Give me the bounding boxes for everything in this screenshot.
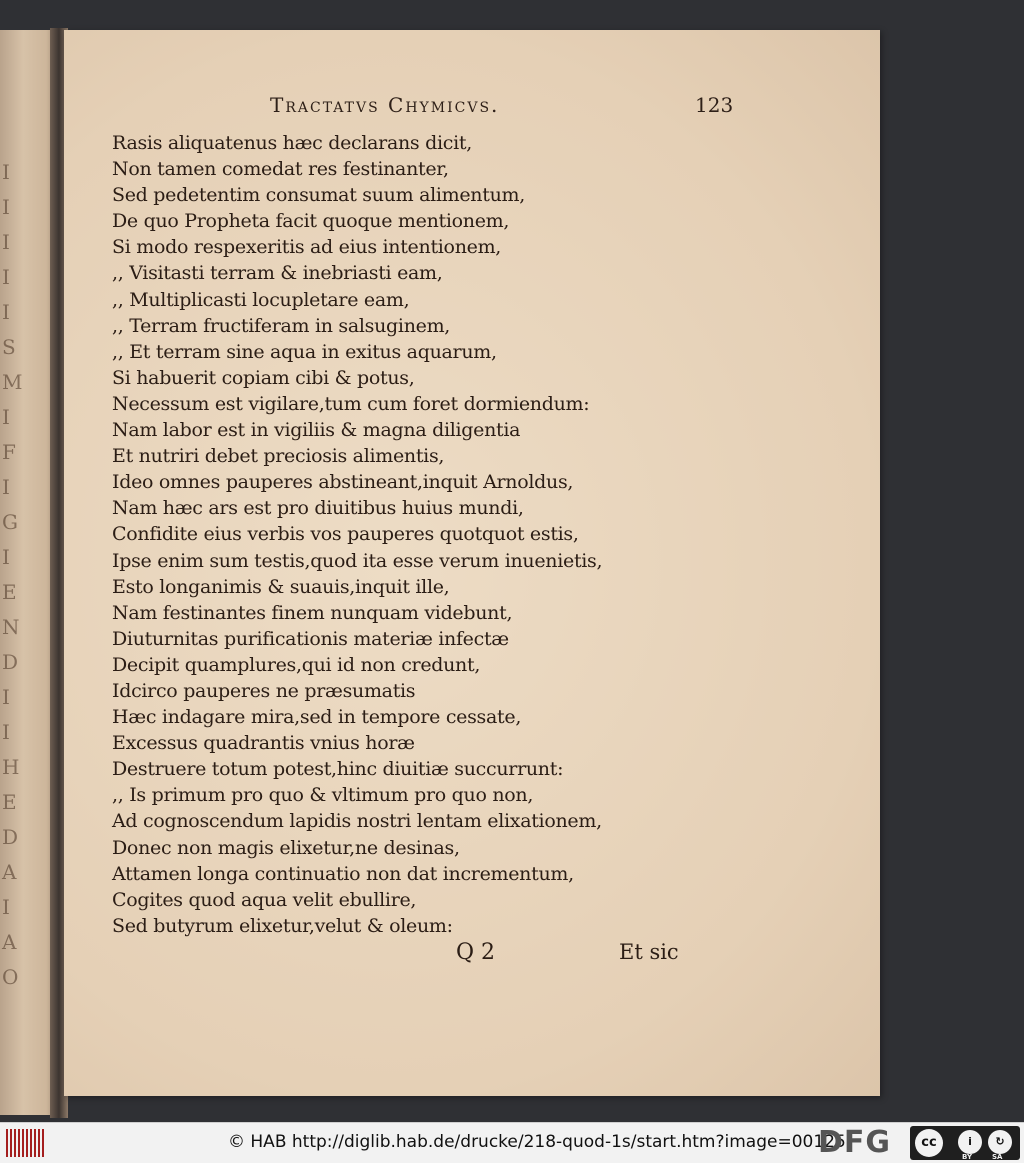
share-alike-icon: ↻ (988, 1130, 1012, 1154)
facing-page-glyph: I (2, 545, 10, 569)
text-line: Necessum est vigilare,tum cum foret dormiendum: (112, 392, 590, 415)
text-line: Ipse enim sum testis,quod ita esse verum inuenietis, (112, 549, 603, 572)
text-line: Decipit quamplures,qui id non credunt, (112, 653, 481, 676)
attribution-icon: i (958, 1130, 982, 1154)
facing-page-glyph: I (2, 720, 10, 744)
signature-mark: Q 2 (456, 940, 496, 965)
text-line: Nam labor est in vigiliis & magna diligentia (112, 419, 521, 442)
facing-page-glyph: M (2, 370, 23, 394)
facing-page-glyph: I (2, 265, 10, 289)
facing-page-glyph: E (2, 580, 17, 604)
facing-page-glyph: I (2, 685, 10, 709)
text-line: ,, Et terram sine aqua in exitus aquarum, (112, 340, 497, 363)
hab-barcode-icon (6, 1129, 44, 1157)
footer-bar (0, 1122, 1024, 1163)
facing-page-glyph: I (2, 195, 10, 219)
facing-page-glyph: G (2, 510, 18, 534)
cc-license-badge[interactable] (910, 1126, 1020, 1160)
facing-page-glyph: I (2, 895, 10, 919)
text-line: Excessus quadrantis vnius horæ (112, 732, 415, 755)
facing-page-glyph: E (2, 790, 17, 814)
facing-page-glyph: H (2, 755, 20, 779)
dfg-logo: DFG (818, 1125, 892, 1160)
text-line: Rasis aliquatenus hæc declarans dicit, (112, 132, 472, 154)
facing-page-glyph: O (2, 965, 19, 989)
text-line: Ideo omnes pauperes abstineant,inquit Arnoldus, (112, 471, 574, 494)
text-line: ,, Is primum pro quo & vltimum pro quo non, (112, 784, 534, 807)
text-line: Si modo respexeritis ad eius intentionem, (112, 236, 502, 259)
facing-page-glyph: F (2, 440, 16, 464)
text-line: ,, Visitasti terram & inebriasti eam, (112, 262, 443, 285)
text-line: Si habuerit copiam cibi & potus, (112, 366, 415, 389)
facing-page-glyph: I (2, 405, 10, 429)
text-line: Destruere totum potest,hinc diuitiæ succurrunt: (112, 758, 564, 781)
text-line: Esto longanimis & suauis,inquit ille, (112, 575, 450, 598)
page-footer (456, 940, 786, 970)
text-line: Sed butyrum elixetur,velut & oleum: (112, 914, 453, 937)
text-line: Sed pedetentim consumat suum alimentum, (112, 184, 525, 207)
text-line: Cogites quod aqua velit ebullire, (112, 888, 417, 911)
text-line: Diuturnitas purificationis materiæ infectæ (112, 627, 509, 650)
page-number: 123 (695, 93, 734, 117)
sa-label: SA (992, 1153, 1003, 1161)
text-line: Idcirco pauperes ne præsumatis (112, 679, 416, 702)
cc-icon: cc (915, 1129, 943, 1157)
text-line: Attamen longa continuatio non dat incrementum, (112, 862, 574, 885)
facing-page-glyph: I (2, 300, 10, 324)
text-line: Non tamen comedat res festinanter, (112, 158, 449, 181)
facing-page-glyph: N (2, 615, 20, 639)
text-line: Donec non magis elixetur,ne desinas, (112, 836, 460, 859)
catchword: Et sic (619, 940, 679, 964)
page-header (270, 93, 890, 123)
facing-page-glyph: I (2, 475, 10, 499)
facing-page-fragments (2, 160, 22, 989)
text-line: Confidite eius verbis vos pauperes quotquot estis, (112, 523, 579, 546)
text-line: ,, Terram fructiferam in salsuginem, (112, 314, 451, 337)
facing-page-glyph: A (2, 930, 17, 954)
text-line: De quo Propheta facit quoque mentionem, (112, 210, 510, 233)
facing-page-glyph: D (2, 650, 19, 674)
facing-page-glyph: S (2, 335, 16, 359)
facing-page-glyph: A (2, 860, 17, 884)
facing-page-glyph: D (2, 825, 19, 849)
facing-page-glyph: I (2, 230, 10, 254)
facing-page-glyph: I (2, 160, 10, 184)
text-line: Et nutriri debet preciosis alimentis, (112, 445, 445, 468)
text-line: Hæc indagare mira,sed in tempore cessate, (112, 706, 522, 729)
book-page (64, 30, 880, 1096)
copyright-link[interactable]: © HAB http://diglib.hab.de/drucke/218-quod-1s/start.htm?image=00125 (228, 1132, 846, 1152)
text-line: ,, Multiplicasti locupletare eam, (112, 288, 410, 311)
running-head: Tractatvs Chymicvs. (270, 93, 500, 117)
by-label: BY (962, 1153, 973, 1161)
verse-text (112, 130, 712, 939)
text-line: Nam hæc ars est pro diuitibus huius mundi, (112, 497, 524, 520)
text-line: Nam festinantes finem nunquam videbunt, (112, 601, 513, 624)
text-line: Ad cognoscendum lapidis nostri lentam elixationem, (112, 810, 602, 833)
